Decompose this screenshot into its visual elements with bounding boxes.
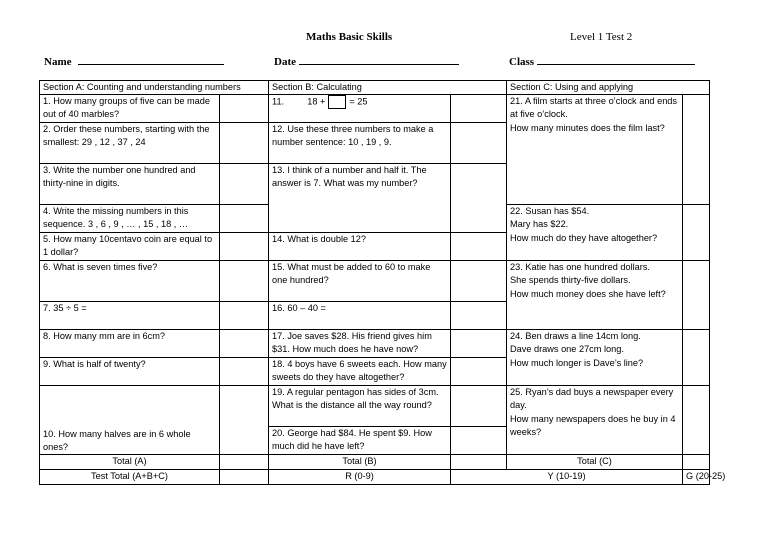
- answer-box-16[interactable]: [451, 302, 507, 330]
- question-20: 20. George had $84. He spent $9. How much did he have left?: [269, 427, 451, 455]
- question-6: 6. What is seven times five?: [40, 261, 220, 302]
- worksheet-title: Maths Basic Skills: [306, 31, 393, 43]
- question-24-line-1: 24. Ben draws a line 14cm long.: [510, 331, 641, 342]
- total-c-box[interactable]: [683, 455, 710, 470]
- answer-box-7[interactable]: [220, 302, 269, 330]
- question-2: 2. Order these numbers, starting with the smallest: 29 , 12 , 37 , 24: [40, 123, 220, 164]
- question-14: 14. What is double 12?: [269, 233, 451, 261]
- band-g: G (20-25): [683, 470, 710, 485]
- test-total-row: [40, 470, 710, 485]
- class-line: [537, 54, 695, 65]
- section-b-header: Section B: Calculating: [269, 81, 507, 95]
- answer-box-2[interactable]: [220, 123, 269, 164]
- missing-number-box[interactable]: [328, 95, 346, 109]
- level-label: Level 1 Test 2: [570, 31, 633, 43]
- question-11-number: 11.: [272, 96, 285, 107]
- question-11-right: = 25: [349, 96, 368, 107]
- answer-box-21[interactable]: [683, 95, 710, 205]
- question-5: 5. How many 10centavo coin are equal to 1 dollar?: [40, 233, 220, 261]
- answer-box-8[interactable]: [220, 330, 269, 358]
- question-9: 9. What is half of twenty?: [40, 358, 220, 386]
- answer-box-17[interactable]: [451, 330, 507, 358]
- question-1: 1. How many groups of five can be made out of 40 marbles?: [40, 95, 220, 123]
- question-7: 7. 35 ÷ 5 =: [40, 302, 220, 330]
- question-row: [40, 95, 710, 123]
- question-4: 4. Write the missing numbers in this sequence. 3 , 6 , 9 , … , 15 , 18 , …: [40, 205, 220, 233]
- question-22-line-3: How much do they have altogether?: [510, 232, 658, 243]
- question-21-line-1: 21. A film starts at three o’clock and ends at five o’clock.: [510, 96, 678, 120]
- total-a-box[interactable]: [220, 455, 269, 470]
- answer-box-24[interactable]: [683, 330, 710, 386]
- question-12: 12. Use these three numbers to make a number sentence: 10 , 19 , 9.: [269, 123, 451, 164]
- answer-box-19[interactable]: [451, 386, 507, 427]
- question-11: [269, 95, 451, 123]
- answer-box-22[interactable]: [683, 205, 710, 261]
- question-21: [507, 95, 683, 205]
- question-3: 3. Write the number one hundred and thirty-nine in digits.: [40, 164, 220, 205]
- answer-box-23[interactable]: [683, 261, 710, 330]
- question-23-line-3: How much money does she have left?: [510, 288, 666, 299]
- question-8: 8. How many mm are in 6cm?: [40, 330, 220, 358]
- section-a-header: Section A: Counting and understanding numbers: [40, 81, 269, 95]
- question-22-line-1: 22. Susan has $54.: [510, 206, 590, 217]
- band-r: R (0-9): [269, 470, 451, 485]
- answer-box-18[interactable]: [451, 358, 507, 386]
- question-25-line-1: 25. Ryan’s dad buys a newspaper every day.: [510, 387, 674, 411]
- total-b-label: Total (B): [269, 455, 451, 470]
- worksheet-table: [39, 80, 726, 485]
- name-line: [78, 54, 224, 65]
- section-header-row: [40, 81, 710, 95]
- answer-box-12[interactable]: [451, 123, 507, 164]
- test-total-box[interactable]: [220, 470, 269, 485]
- question-18: 18. 4 boys have 6 sweets each. How many sweets do they have altogether?: [269, 358, 451, 386]
- answer-box-5[interactable]: [220, 233, 269, 261]
- answer-box-25[interactable]: [683, 386, 710, 455]
- section-c-header: Section C: Using and applying: [507, 81, 710, 95]
- question-23-line-2: She spends thirty-five dollars.: [510, 275, 631, 286]
- class-field[interactable]: [509, 54, 695, 68]
- total-b-box[interactable]: [451, 455, 507, 470]
- date-label: Date: [274, 56, 296, 68]
- answer-box-13[interactable]: [451, 164, 507, 233]
- question-16: 16. 60 – 40 =: [269, 302, 451, 330]
- class-label: Class: [509, 56, 535, 68]
- question-25-line-2: How many newspapers does he buy in 4 weeks?: [510, 413, 676, 437]
- question-row: [40, 386, 710, 427]
- question-17: 17. Joe saves $28. His friend gives him $31. How much does he have now?: [269, 330, 451, 358]
- question-row: [40, 330, 710, 358]
- answer-box-1[interactable]: [220, 95, 269, 123]
- date-line: [299, 54, 459, 65]
- question-24: [507, 330, 683, 386]
- question-19: 19. A regular pentagon has sides of 3cm. What is the distance all the way round?: [269, 386, 451, 427]
- answer-box-10[interactable]: [220, 386, 269, 455]
- question-13: 13. I think of a number and half it. The answer is 7. What was my number?: [269, 164, 451, 233]
- question-15: 15. What must be added to 60 to make one hundred?: [269, 261, 451, 302]
- total-c-label: Total (C): [507, 455, 683, 470]
- question-24-line-3: How much longer is Dave’s line?: [510, 357, 644, 368]
- band-y: Y (10-19): [451, 470, 683, 485]
- answer-box-4[interactable]: [220, 205, 269, 233]
- answer-box-11[interactable]: [451, 95, 507, 123]
- totals-row: [40, 455, 710, 470]
- answer-box-14[interactable]: [451, 233, 507, 261]
- question-10: 10. How many halves are in 6 whole ones?: [40, 386, 220, 455]
- question-21-line-2: How many minutes does the film last?: [510, 122, 665, 133]
- answer-box-20[interactable]: [451, 427, 507, 455]
- test-total-label: Test Total (A+B+C): [40, 470, 220, 485]
- question-23-line-1: 23. Katie has one hundred dollars.: [510, 262, 650, 273]
- total-a-label: Total (A): [40, 455, 220, 470]
- answer-box-15[interactable]: [451, 261, 507, 302]
- answer-box-3[interactable]: [220, 164, 269, 205]
- name-field[interactable]: [44, 54, 224, 68]
- question-11-left: 18 +: [307, 96, 326, 107]
- question-24-line-2: Dave draws one 27cm long.: [510, 344, 624, 355]
- answer-box-9[interactable]: [220, 358, 269, 386]
- answer-box-6[interactable]: [220, 261, 269, 302]
- name-label: Name: [44, 56, 72, 68]
- question-23: [507, 261, 683, 330]
- question-25: [507, 386, 683, 455]
- question-row: [40, 261, 710, 302]
- question-22-line-2: Mary has $22.: [510, 219, 569, 230]
- question-22: [507, 205, 683, 261]
- date-field[interactable]: [274, 54, 459, 68]
